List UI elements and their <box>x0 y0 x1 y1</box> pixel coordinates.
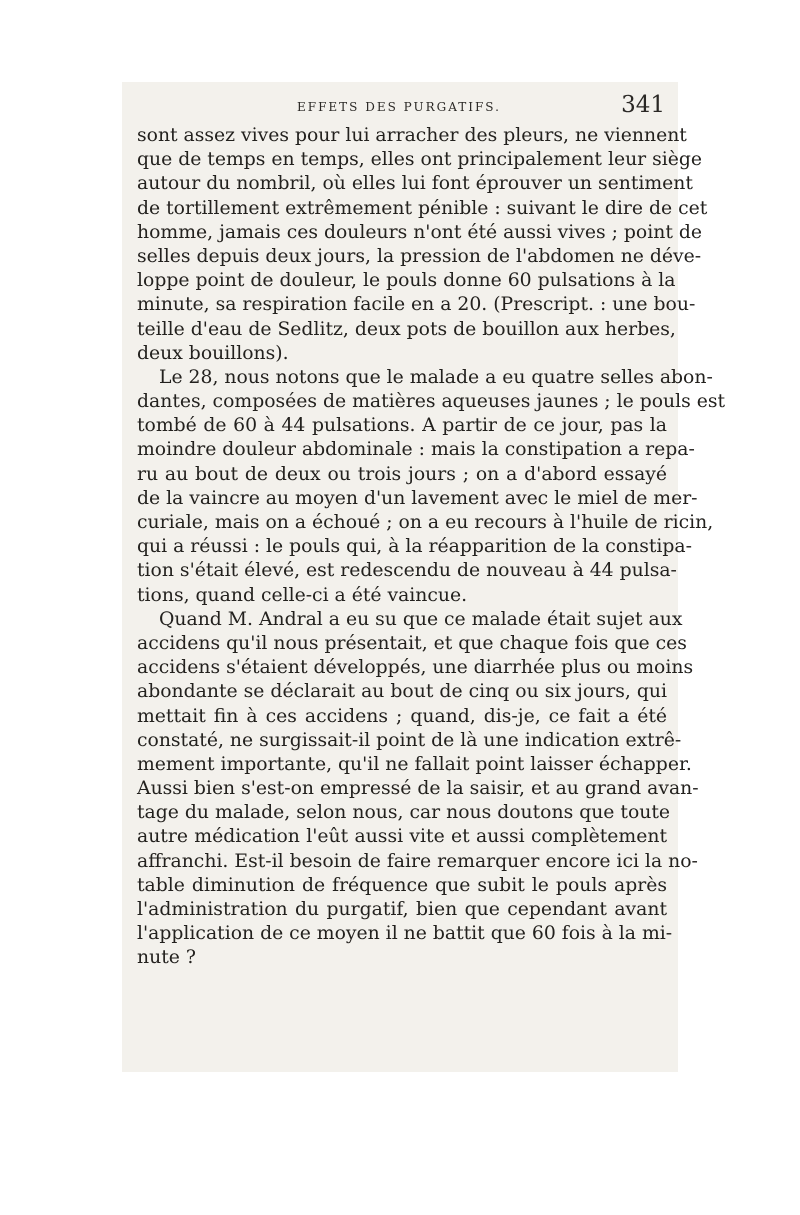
text-line: selles depuis deux jours, la pression de l'abdomen ne déve- <box>137 245 702 267</box>
text-line: ru au bout de deux ou trois jours ; on a d'abord essayé <box>137 463 667 485</box>
text-line: Quand M. Andral a eu su que ce malade était sujet aux <box>159 608 683 630</box>
text-line: sont assez vives pour lui arracher des pleurs, ne viennent <box>137 125 687 146</box>
text-line: tions, quand celle-ci a été vaincue. <box>137 584 468 606</box>
text-line: moindre douleur abdominale : mais la constipation a repa- <box>137 439 695 461</box>
text-line: loppe point de douleur, le pouls donne 60 pulsations à la <box>137 270 676 292</box>
text-line: Aussi bien s'est-on empressé de la saisir, et au grand avan- <box>137 778 699 800</box>
text-line: que de temps en temps, elles ont principalement leur siège <box>137 149 703 171</box>
text-line: mettait fin à ces accidens ; quand, dis-je, ce fait a été <box>137 705 667 727</box>
text-line: nute ? <box>137 947 196 969</box>
text-line: table diminution de fréquence que subit le pouls après <box>137 874 667 896</box>
text-line: tage du malade, selon nous, car nous doutons que toute <box>137 802 671 824</box>
text-line: abondante se déclarait au bout de cinq ou six jours, qui <box>137 681 667 703</box>
paragraph <box>137 608 699 971</box>
text-line: dantes, composées de matières aqueuses jaunes ; le pouls est <box>137 391 726 413</box>
paragraph <box>137 366 726 608</box>
page-number: 341 <box>621 92 665 118</box>
running-head <box>137 92 667 122</box>
text-line: homme, jamais ces douleurs n'ont été aussi vives ; point de <box>137 221 702 243</box>
text-line: curiale, mais on a échoué ; on a eu recours à l'huile de ricin, <box>137 512 714 533</box>
text-line: de la vaincre au moyen d'un lavement avec le miel de mer- <box>137 487 698 509</box>
text-line: l'administration du purgatif, bien que cependant avant <box>137 899 667 920</box>
paragraph <box>137 124 708 366</box>
body-text <box>137 124 726 971</box>
text-line: l'application de ce moyen il ne battit que 60 fois à la mi- <box>137 923 673 945</box>
text-line: accidens qu'il nous présentait, et que chaque fois que ces <box>137 632 687 654</box>
text-line: autour du nombril, où elles lui font éprouver un sentiment <box>137 173 693 195</box>
text-line: minute, sa respiration facile en a 20. (Prescript. : une bou- <box>137 294 696 316</box>
text-line: teille d'eau de Sedlitz, deux pots de bouillon aux herbes, <box>137 318 676 340</box>
text-line: tombé de 60 à 44 pulsations. A partir de ce jour, pas la <box>137 415 667 437</box>
running-title: EFFETS DES PURGATIFS. <box>297 100 501 114</box>
text-line: de tortillement extrêmement pénible : suivant le dire de cet <box>137 197 708 219</box>
text-line: tion s'était élevé, est redescendu de nouveau à 44 pulsa- <box>137 560 677 582</box>
text-line: mement importante, qu'il ne fallait point laisser échapper. <box>137 753 692 775</box>
text-line: constaté, ne surgissait-il point de là une indication extrê- <box>137 729 682 751</box>
text-line: deux bouillons). <box>137 342 289 364</box>
text-line: autre médication l'eût aussi vite et aussi complètement <box>137 826 667 848</box>
text-line: accidens s'étaient développés, une diarrhée plus ou moins <box>137 657 694 679</box>
text-line: affranchi. Est-il besoin de faire remarquer encore ici la no- <box>137 850 698 872</box>
text-line: Le 28, nous notons que le malade a eu quatre selles abon- <box>159 366 713 388</box>
text-line: qui a réussi : le pouls qui, à la réapparition de la constipa- <box>137 536 692 558</box>
